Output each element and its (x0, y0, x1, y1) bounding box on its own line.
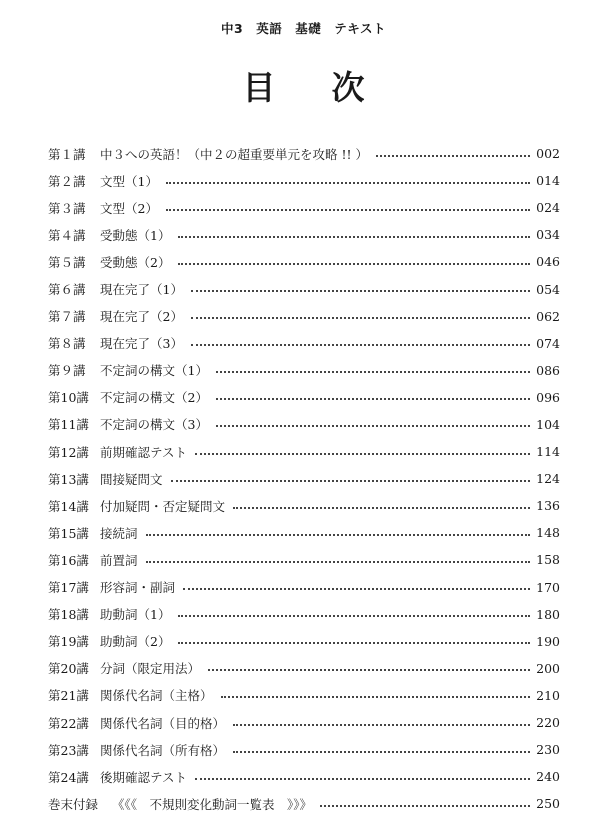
dot-leader (216, 425, 530, 427)
lesson-title: 助動詞（1） (100, 607, 171, 623)
page-number: 014 (536, 173, 560, 189)
dot-leader (195, 778, 530, 780)
lesson-number: 第18講 (48, 607, 89, 623)
page-number: 002 (536, 146, 560, 162)
lesson-number: 第11講 (48, 417, 89, 433)
lesson-number: 第５講 (48, 254, 86, 270)
page-number: 054 (536, 281, 560, 297)
lesson-title: 不定詞の構文（1） (100, 363, 208, 379)
lesson-number: 第13講 (48, 471, 89, 487)
page-number: 124 (536, 471, 560, 487)
lesson-number: 第21講 (48, 688, 89, 704)
page-number: 136 (536, 498, 560, 514)
lesson-number: 第８講 (48, 336, 86, 352)
lesson-number: 第12講 (48, 444, 89, 460)
lesson-number: 第９講 (48, 363, 86, 379)
lesson-title: 関係代名詞（所有格） (100, 742, 226, 758)
lesson-number: 第３講 (48, 200, 86, 216)
lesson-number: 第15講 (48, 525, 89, 541)
page-number: 046 (536, 254, 560, 270)
toc-entry[interactable] (48, 736, 560, 763)
toc-entry[interactable] (48, 628, 560, 655)
toc-entry[interactable] (48, 357, 560, 384)
lesson-title: 不定詞の構文（3） (100, 417, 208, 433)
toc-entry[interactable] (48, 303, 560, 330)
toc-entry[interactable] (48, 465, 560, 492)
page-number: 220 (536, 715, 560, 731)
lesson-title: 関係代名詞（主格） (100, 688, 213, 704)
page-number: 074 (536, 335, 560, 351)
toc-entry[interactable] (48, 384, 560, 411)
document-header: 中3 英語 基礎 テキスト (221, 21, 386, 36)
lesson-number: 第20講 (48, 661, 89, 677)
dot-leader (178, 642, 530, 644)
toc-entry[interactable] (48, 167, 560, 194)
dot-leader (166, 209, 530, 211)
toc-entry[interactable] (48, 601, 560, 628)
dot-leader (191, 290, 530, 292)
dot-leader (233, 724, 530, 726)
dot-leader (178, 615, 530, 617)
toc-entry[interactable] (48, 275, 560, 302)
page-number: 158 (536, 552, 560, 568)
page-number: 034 (536, 227, 560, 243)
lesson-title: 中３への英語！（中２の超重要単元を攻略 !! ） (100, 146, 368, 162)
dot-leader (183, 588, 530, 590)
lesson-number: 巻末付録 (48, 796, 99, 812)
dot-leader (216, 371, 530, 373)
lesson-title: 形容詞・副詞 (100, 580, 176, 596)
toc-entry[interactable] (48, 709, 560, 736)
dot-leader (216, 398, 530, 400)
lesson-title: 間接疑問文 (100, 471, 163, 487)
page-number: 190 (536, 633, 560, 649)
lesson-title: 《《《 不規則変化動詞一覧表 》》》 (112, 796, 313, 812)
page-number: 024 (536, 200, 560, 216)
lesson-number: 第７講 (48, 309, 86, 325)
page-number: 250 (536, 796, 560, 812)
page-number: 170 (536, 579, 560, 595)
lesson-number: 第10講 (48, 390, 89, 406)
lesson-title: 現在完了（3） (100, 336, 183, 352)
lesson-number: 第１講 (48, 146, 86, 162)
page-number: 062 (536, 308, 560, 324)
page-number: 114 (536, 444, 560, 460)
dot-leader (146, 534, 530, 536)
dot-leader (166, 182, 530, 184)
toc-entry[interactable] (48, 682, 560, 709)
page-number: 240 (536, 769, 560, 785)
dot-leader (178, 236, 530, 238)
toc-entry[interactable] (48, 574, 560, 601)
toc-entry[interactable] (48, 140, 560, 167)
dot-leader (146, 561, 530, 563)
dot-leader (208, 669, 530, 671)
lesson-number: 第16講 (48, 552, 89, 568)
toc-entry[interactable] (48, 194, 560, 221)
lesson-title: 現在完了（1） (100, 282, 183, 298)
lesson-number: 第23講 (48, 742, 89, 758)
lesson-title: 付加疑問・否定疑問文 (100, 498, 226, 514)
dot-leader (178, 263, 530, 265)
dot-leader (171, 480, 530, 482)
lesson-title: 受動態（1） (100, 227, 171, 243)
toc-entry[interactable] (48, 655, 560, 682)
lesson-number: 第24講 (48, 769, 89, 785)
lesson-number: 第22講 (48, 715, 89, 731)
dot-leader (233, 751, 530, 753)
toc-entry[interactable] (48, 546, 560, 573)
page-number: 086 (536, 362, 560, 378)
page-number: 096 (536, 389, 560, 405)
page-number: 180 (536, 606, 560, 622)
lesson-number: 第２講 (48, 173, 86, 189)
dot-leader (191, 344, 530, 346)
lesson-number: 第６講 (48, 282, 86, 298)
toc-entry[interactable] (48, 790, 560, 817)
dot-leader (233, 507, 530, 509)
dot-leader (376, 155, 530, 157)
lesson-title: 不定詞の構文（2） (100, 390, 208, 406)
lesson-title: 現在完了（2） (100, 309, 183, 325)
lesson-number: 第４講 (48, 227, 86, 243)
toc-entry[interactable] (48, 221, 560, 248)
dot-leader (191, 317, 530, 319)
lesson-title: 後期確認テスト (100, 769, 188, 785)
lesson-title: 文型（1） (100, 173, 158, 189)
lesson-title: 文型（2） (100, 200, 158, 216)
page-number: 230 (536, 742, 560, 758)
lesson-title: 前置詞 (100, 552, 138, 568)
page-number: 148 (536, 525, 560, 541)
page-number: 104 (536, 416, 560, 432)
dot-leader (221, 696, 530, 698)
toc-entry[interactable] (48, 248, 560, 275)
lesson-title: 助動詞（2） (100, 634, 171, 650)
toc-entry[interactable] (48, 330, 560, 357)
dot-leader (195, 453, 530, 455)
table-of-contents (48, 140, 560, 817)
lesson-number: 第14講 (48, 498, 89, 514)
lesson-title: 分詞（限定用法） (100, 661, 201, 677)
lesson-title: 受動態（2） (100, 254, 171, 270)
toc-entry[interactable] (48, 763, 560, 790)
toc-entry[interactable] (48, 519, 560, 546)
toc-entry[interactable] (48, 492, 560, 519)
dot-leader (320, 805, 530, 807)
lesson-title: 接続詞 (100, 525, 138, 541)
lesson-title: 前期確認テスト (100, 444, 188, 460)
page-title: 目次 (242, 68, 421, 107)
lesson-number: 第19講 (48, 634, 89, 650)
toc-entry[interactable] (48, 411, 560, 438)
page-number: 200 (536, 660, 560, 676)
toc-entry[interactable] (48, 438, 560, 465)
lesson-title: 関係代名詞（目的格） (100, 715, 226, 731)
lesson-number: 第17講 (48, 580, 89, 596)
page-number: 210 (536, 687, 560, 703)
